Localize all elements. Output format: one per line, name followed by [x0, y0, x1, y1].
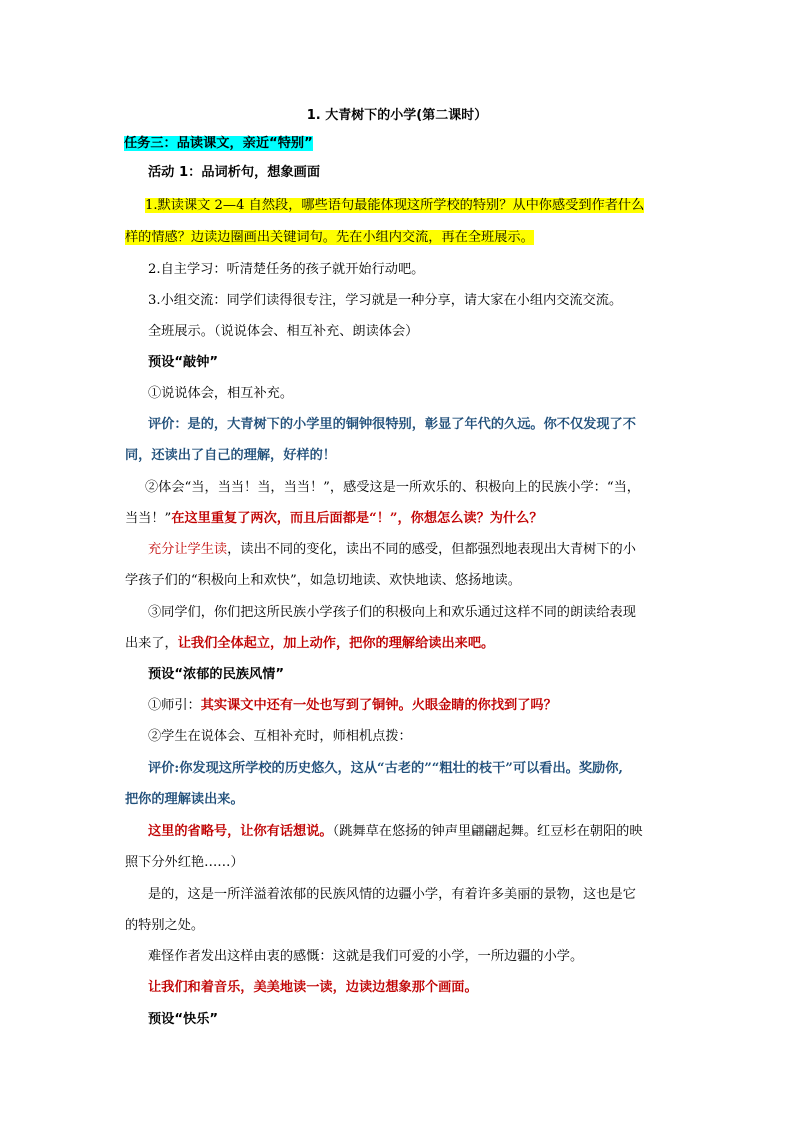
task-heading-text: 任务三：品读课文，亲近“特别”	[124, 136, 313, 151]
activity-heading: 活动 1：品词析句，想象画面	[148, 165, 321, 180]
preset-1-item-3-line-1: ③同学们，你们把这所民族小学孩子们的积极向上和欢乐通过这样不同的朗读给表现	[148, 605, 636, 620]
stand-up-instruction: 让我们全体起立，加上动作，把你的理解给读出来吧。	[177, 636, 495, 651]
preset-1-item-2-line-1: ②体会“当，当当！当，当当！”，感受这是一所欢乐的、积极向上的民族小学：“当，	[145, 480, 640, 495]
ellipsis-emphasis: 这里的省略号，让你有话想说。	[148, 824, 333, 839]
ellipsis-example: （跳舞草在悠扬的钟声里翩翩起舞。红豆杉在朝阳的映	[332, 824, 643, 839]
question-3: 3.小组交流：同学们读得很专注，学习就是一种分享，请大家在小组内交流交流。	[148, 293, 623, 308]
preset-2-item-1	[148, 696, 557, 716]
question-1-text-1: 1.默读课文 2—4 自然段，哪些语句最能体现这所学校的特别？从中你感受到作者什么	[145, 198, 645, 213]
question-1-line-2	[125, 228, 534, 248]
class-presentation: 全班展示。（说说体会、相互补充、朗读体会）	[148, 324, 419, 339]
evaluation-2-line-2: 把你的理解读出来。	[125, 792, 244, 807]
full-read-line-2: 学孩子们的“积极向上和欢快”，如急切地读、欢快地读、悠扬地读。	[125, 573, 521, 588]
author-feeling: 难怪作者发出这样由衷的感慨：这就是我们可爱的小学，一所边疆的小学。	[148, 949, 584, 964]
music-reading-instruction: 让我们和着音乐，美美地读一读，边读边想象那个画面。	[148, 980, 478, 995]
summary-line-2: 的特别之处。	[125, 918, 205, 933]
preset-heading-3: 预设“快乐”	[148, 1012, 219, 1027]
preset-heading-1: 预设“敲钟”	[148, 355, 219, 370]
full-read-rest: ，读出不同的变化，读出不同的感受，但都强烈地表现出大青树下的小	[227, 542, 636, 557]
preset-heading-2: 预设“浓郁的民族风情”	[148, 667, 285, 682]
evaluation-1-line-1: 评价：是的，大青树下的小学里的铜钟很特别，彰显了年代的久远。你不仅发现了不	[148, 417, 636, 432]
summary-line-1: 是的，这是一所洋溢着浓郁的民族风情的边疆小学，有着许多美丽的景物，这也是它	[148, 887, 636, 902]
bell-question: 其实课文中还有一处也写到了铜钟。火眼金睛的你找到了吗？	[200, 698, 557, 713]
preset-1-item-3-line-2	[125, 634, 494, 654]
repeat-text: 当当！”	[125, 511, 172, 526]
question-2: 2.自主学习：听清楚任务的孩子就开始行动吧。	[148, 262, 425, 277]
question-1-text-2: 样的情感？边读边圈画出关键词句。先在小组内交流，再在全班展示。	[125, 230, 534, 245]
teacher-lead: ①师引：	[148, 698, 201, 713]
lesson-title: 1. 大青树下的小学(第二课时）	[306, 108, 488, 123]
repeat-question: 在这里重复了两次，而且后面都是“！”，你想怎么读？为什么？	[171, 511, 543, 526]
evaluation-1-line-2: 同，还读出了自己的理解，好样的！	[125, 448, 336, 463]
full-read-emphasis: 充分让学生读	[148, 542, 228, 557]
full-read-line-1	[148, 540, 636, 560]
ellipsis-line-2: 照下分外红艳……）	[125, 855, 244, 870]
evaluation-2-line-1: 评价:你发现这所学校的历史悠久，这从“古老的”“粗壮的枝干”可以看出。奖励你,	[148, 761, 623, 776]
preset-1-item-2-line-2	[125, 509, 543, 529]
task-heading	[124, 134, 313, 154]
expression-text: 出来了，	[125, 636, 178, 651]
preset-2-item-2: ②学生在说体会、互相补充时，师相机点拨：	[148, 729, 412, 744]
question-1-line-1	[145, 196, 644, 216]
preset-1-item-1: ①说说体会，相互补充。	[148, 386, 294, 401]
ellipsis-line-1	[148, 822, 643, 842]
